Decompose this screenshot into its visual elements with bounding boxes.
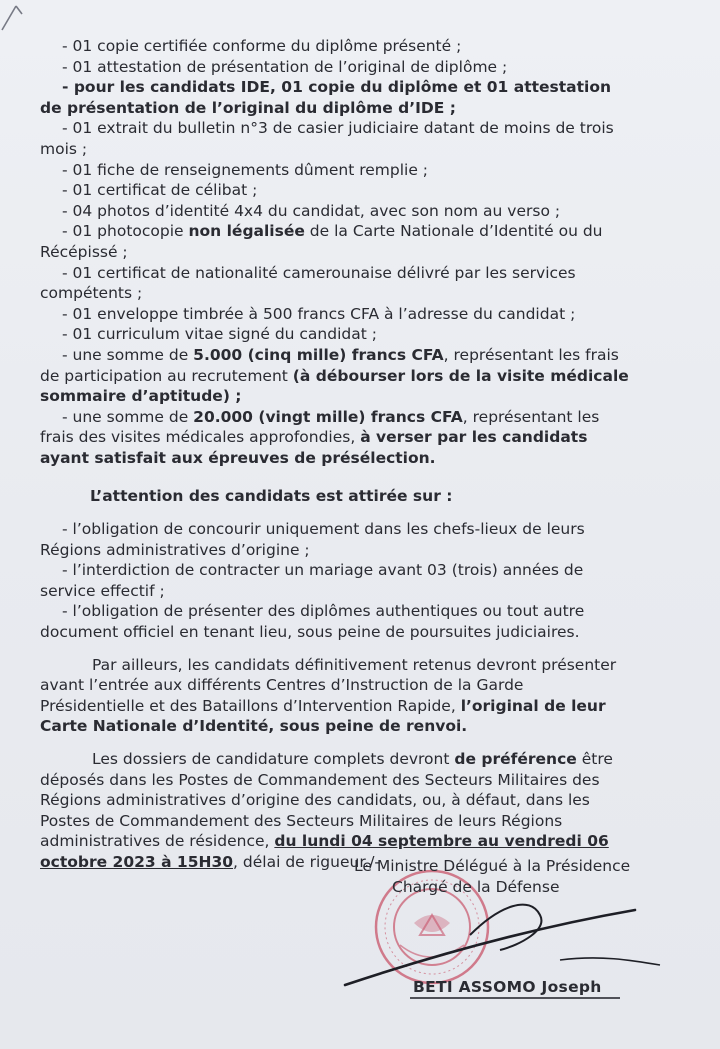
attention-item-2-line2: service effectif ; [40, 581, 165, 600]
req-casier-line1: - 01 extrait du bulletin n°3 de casier judiciaire datant de moins de trois [62, 119, 614, 138]
dossiers-deadline-end: octobre 2023 à 15H30 [40, 852, 234, 871]
req-photocopie-post: de la Carte Nationale d’Identité ou du [304, 222, 603, 241]
frais2-line2-bold: à verser par les candidats [360, 428, 588, 447]
dossiers-line6-post: , délai de rigueur./- [233, 852, 381, 871]
req-fiche: - 01 fiche de renseignements dûment remplie ; [62, 160, 429, 179]
req-photocopie-line2: Récépissé ; [40, 242, 128, 261]
req-copie-certifiee: - 01 copie certifiée conforme du diplôme présenté ; [62, 37, 462, 55]
attention-item-1-line2: Régions administratives d’origine ; [40, 540, 310, 559]
ailleurs-line3-bold: l’original de leur [460, 696, 606, 715]
frais1-post: , représentant les frais [443, 345, 619, 364]
frais1-line2-bold: (à débourser lors de la visite médicale [292, 366, 629, 385]
req-ide-line2: de présentation de l’original du diplôme d’IDE ; [40, 98, 456, 117]
attention-item-3-line2: document officiel en tenant lieu, sous peine de poursuites judiciaires. [40, 623, 580, 642]
req-casier-line2: mois ; [40, 139, 88, 158]
dossiers-line3: Régions administratives d’origine des candidats, ou, à défaut, dans les [40, 791, 590, 810]
req-frais1-line3: sommaire d’aptitude) ; [40, 387, 242, 406]
ailleurs-line1: Par ailleurs, les candidats définitivement retenus devront présenter [92, 655, 617, 674]
req-nationalite-line2: compétents ; [40, 284, 143, 303]
dossiers-line1-post: être [576, 750, 613, 768]
frais2-post: , représentant les [462, 407, 600, 426]
dossiers-deadline-start: du lundi 04 septembre au vendredi 06 [274, 832, 609, 851]
req-ide-line1: - pour les candidats IDE, 01 copie du diplôme et 01 attestation [62, 78, 612, 97]
req-frais2-line3: ayant satisfait aux épreuves de présélection. [40, 448, 436, 467]
signature-title-line1: Le Ministre Délégué à la Présidence [354, 857, 631, 875]
req-celibat: - 01 certificat de célibat ; [62, 181, 258, 200]
dossiers-line1-pre: Les dossiers de candidature complets devront [92, 750, 455, 768]
attention-item-3-line1: - l’obligation de présenter des diplômes authentiques ou tout autre [62, 602, 585, 621]
frais1-pre: - une somme de [62, 345, 194, 364]
frais2-line2-pre: frais des visites médicales approfondies, [40, 428, 361, 447]
attention-item-1-line1: - l’obligation de concourir uniquement dans les chefs-lieux de leurs [62, 520, 585, 539]
req-enveloppe: - 01 enveloppe timbrée à 500 francs CFA à l’adresse du candidat ; [62, 304, 576, 323]
dossiers-line5-pre: administratives de résidence, [40, 832, 275, 851]
req-photos: - 04 photos d’identité 4x4 du candidat, avec son nom au verso ; [62, 201, 561, 220]
dossiers-line2: déposés dans les Postes de Commandement des Secteurs Militaires des [40, 770, 600, 789]
req-photocopie-bold: non légalisée [188, 222, 305, 241]
frais1-amount: 5.000 (cinq mille) francs CFA [193, 345, 444, 364]
req-photocopie-pre: - 01 photocopie [62, 222, 189, 241]
attention-item-2-line1: - l’interdiction de contracter un mariage avant 03 (trois) années de [62, 561, 584, 580]
signature-title-line2: Chargé de la Défense [392, 878, 560, 896]
signer-name: BETI ASSOMO Joseph [413, 978, 602, 996]
frais1-line2-pre: de participation au recrutement [40, 366, 293, 385]
frais2-pre: - une somme de [62, 407, 194, 426]
frais2-amount: 20.000 (vingt mille) francs CFA [193, 407, 463, 426]
ailleurs-line4: Carte Nationale d’Identité, sous peine de renvoi. [40, 717, 468, 736]
ailleurs-line3-pre: Présidentielle et des Bataillons d’Intervention Rapide, [40, 696, 461, 715]
ailleurs-line2: avant l’entrée aux différents Centres d’Instruction de la Garde [40, 676, 524, 695]
req-cv: - 01 curriculum vitae signé du candidat ; [62, 325, 377, 344]
attention-heading: L’attention des candidats est attirée sur : [90, 487, 453, 506]
dossiers-line1-bold: de préférence [454, 750, 577, 768]
req-attestation: - 01 attestation de présentation de l’original de diplôme ; [62, 57, 508, 76]
req-nationalite-line1: - 01 certificat de nationalité camerounaise délivré par les services [62, 263, 576, 282]
dossiers-line4: Postes de Commandement des Secteurs Militaires de leurs Régions [40, 811, 563, 830]
